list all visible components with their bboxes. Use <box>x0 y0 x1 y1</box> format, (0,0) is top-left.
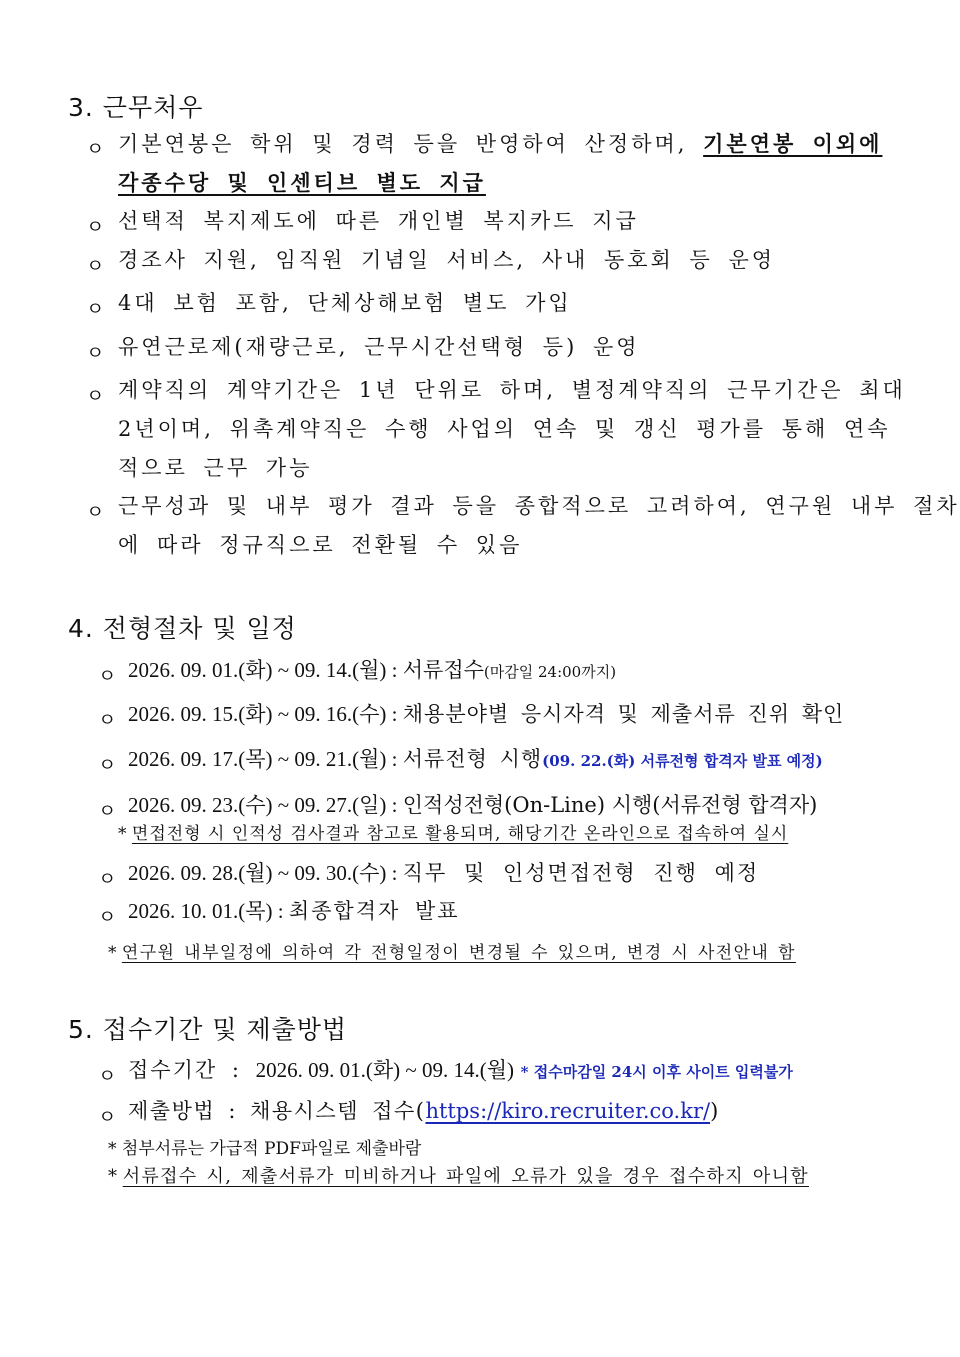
schedule-3-note: (09. 22.(화) 서류전형 합격자 발표 예정) <box>542 752 823 770</box>
s3-b1-text: 기본연봉은 학위 및 경력 등을 반영하여 산정하며, <box>118 132 704 156</box>
s3-bullet-7-line1: 근무성과 및 내부 평가 결과 등을 종합적으로 고려하여, 연구원 내부 절차 <box>118 494 960 518</box>
schedule-1-note: (마감일 24:00까지) <box>483 663 617 681</box>
schedule-notice-text: 연구원 내부일정에 의하여 각 전형일정이 변경될 수 있으며, 변경 시 사전안내 함 <box>121 943 796 963</box>
recruit-site-link[interactable]: https://kiro.recruiter.co.kr/ <box>425 1099 711 1123</box>
submit-period <box>128 1056 793 1086</box>
schedule-3-text: 서류전형 시행 <box>402 747 543 771</box>
schedule-notice <box>108 942 796 964</box>
schedule-4-subnote-text: 면접전형 시 인적성 검사결과 참고로 활용되며, 해당기간 온라인으로 접속하여 실시 <box>131 824 789 844</box>
schedule-row-2 <box>128 700 844 728</box>
bullet-icon: ㅇ <box>98 709 117 731</box>
s3-bullet-6-line2: 2년이며, 위촉계약직은 수행 사업의 연속 및 갱신 평가를 통해 연속 <box>118 417 891 441</box>
submit-period-label: 접수기간 : <box>128 1058 256 1082</box>
s3-bullet-5: 유연근로제(재량근로, 근무시간선택형 등) 운영 <box>118 335 640 359</box>
bullet-icon: ㅇ <box>98 800 117 822</box>
section-3-title: 3. 근무처우 <box>68 93 204 122</box>
bullet-icon: ㅇ <box>86 501 105 523</box>
s3-bullet-2: 선택적 복지제도에 따른 개인별 복지카드 지급 <box>118 209 639 233</box>
schedule-5-date: 2026. 09. 28.(월) ~ 09. 30.(수) : <box>128 861 403 885</box>
bullet-icon: ㅇ <box>86 298 105 320</box>
bullet-icon: ㅇ <box>86 138 105 160</box>
bullet-icon: ㅇ <box>86 385 105 407</box>
submit-method-label: 제출방법 : 채용시스템 접수( <box>128 1099 426 1123</box>
s3-b1-line2: 각종수당 및 인센티브 별도 지급 <box>118 170 486 195</box>
s3-bullet-1 <box>118 130 882 158</box>
notice-star: * <box>108 943 122 963</box>
reject-star: * <box>108 1166 123 1187</box>
bullet-icon: ㅇ <box>86 342 105 364</box>
schedule-4-subnote <box>118 823 788 845</box>
s3-bullet-7-line2: 에 따라 정규직으로 전환될 수 있음 <box>118 533 523 557</box>
schedule-row-5 <box>128 859 759 887</box>
s3-bullet-3: 경조사 지원, 임직원 기념일 서비스, 사내 동호회 등 운영 <box>118 248 776 272</box>
schedule-2-date: 2026. 09. 15.(화) ~ 09. 16.(수) : <box>128 702 403 726</box>
bullet-icon: ㅇ <box>98 1106 117 1128</box>
submit-period-date: 2026. 09. 01.(화) ~ 09. 14.(월) <box>255 1058 514 1082</box>
section-5-title: 5. 접수기간 및 제출방법 <box>68 1015 348 1044</box>
s3-bullet-6-line1: 계약직의 계약기간은 1년 단위로 하며, 별정계약직의 근무기간은 최대 <box>118 378 906 402</box>
schedule-row-3 <box>128 745 823 775</box>
bullet-icon: ㅇ <box>98 906 117 928</box>
schedule-6-text: 최종합격자 발표 <box>288 899 460 923</box>
schedule-4-date: 2026. 09. 23.(수) ~ 09. 27.(일) : <box>128 793 403 817</box>
bullet-icon: ㅇ <box>86 216 105 238</box>
schedule-3-date: 2026. 09. 17.(목) ~ 09. 21.(월) : <box>128 747 403 771</box>
reject-notice-text: 서류접수 시, 제출서류가 미비하거나 파일에 오류가 있을 경우 접수하지 아니함 <box>122 1166 809 1187</box>
note-star: * <box>118 824 132 844</box>
schedule-row-6 <box>128 897 460 925</box>
bullet-icon: ㅇ <box>98 754 117 776</box>
submit-method <box>128 1097 718 1125</box>
schedule-4-text: 인적성전형(On-Line) 시행(서류전형 합격자) <box>402 793 818 817</box>
schedule-5-text: 직무 및 인성면접전형 진행 예정 <box>402 861 760 885</box>
s3-bullet-4: 4대 보험 포함, 단체상해보험 별도 가입 <box>118 291 572 315</box>
schedule-row-1 <box>128 656 616 686</box>
attach-note: * 첨부서류는 가급적 PDF파일로 제출바람 <box>108 1139 422 1159</box>
submit-method-end: ) <box>710 1099 719 1123</box>
s3-b1-underline: 기본연봉 이외에 <box>703 131 883 156</box>
bullet-icon: ㅇ <box>98 868 117 890</box>
section-4-title: 4. 전형절차 및 일정 <box>68 614 297 643</box>
schedule-2-text: 채용분야별 응시자격 및 제출서류 진위 확인 <box>402 702 845 726</box>
schedule-row-4 <box>128 791 817 819</box>
bullet-icon: ㅇ <box>86 255 105 277</box>
bullet-icon: ㅇ <box>98 665 117 687</box>
s3-bullet-6-line3: 적으로 근무 가능 <box>118 456 313 480</box>
bullet-icon: ㅇ <box>98 1065 117 1087</box>
schedule-6-date: 2026. 10. 01.(목) : <box>128 899 289 923</box>
submit-period-note: * 접수마감일 24시 이후 사이트 입력불가 <box>520 1063 793 1081</box>
schedule-1-date: 2026. 09. 01.(화) ~ 09. 14.(월) : <box>128 658 403 682</box>
schedule-1-text: 서류접수 <box>402 658 484 682</box>
reject-notice <box>108 1166 809 1188</box>
